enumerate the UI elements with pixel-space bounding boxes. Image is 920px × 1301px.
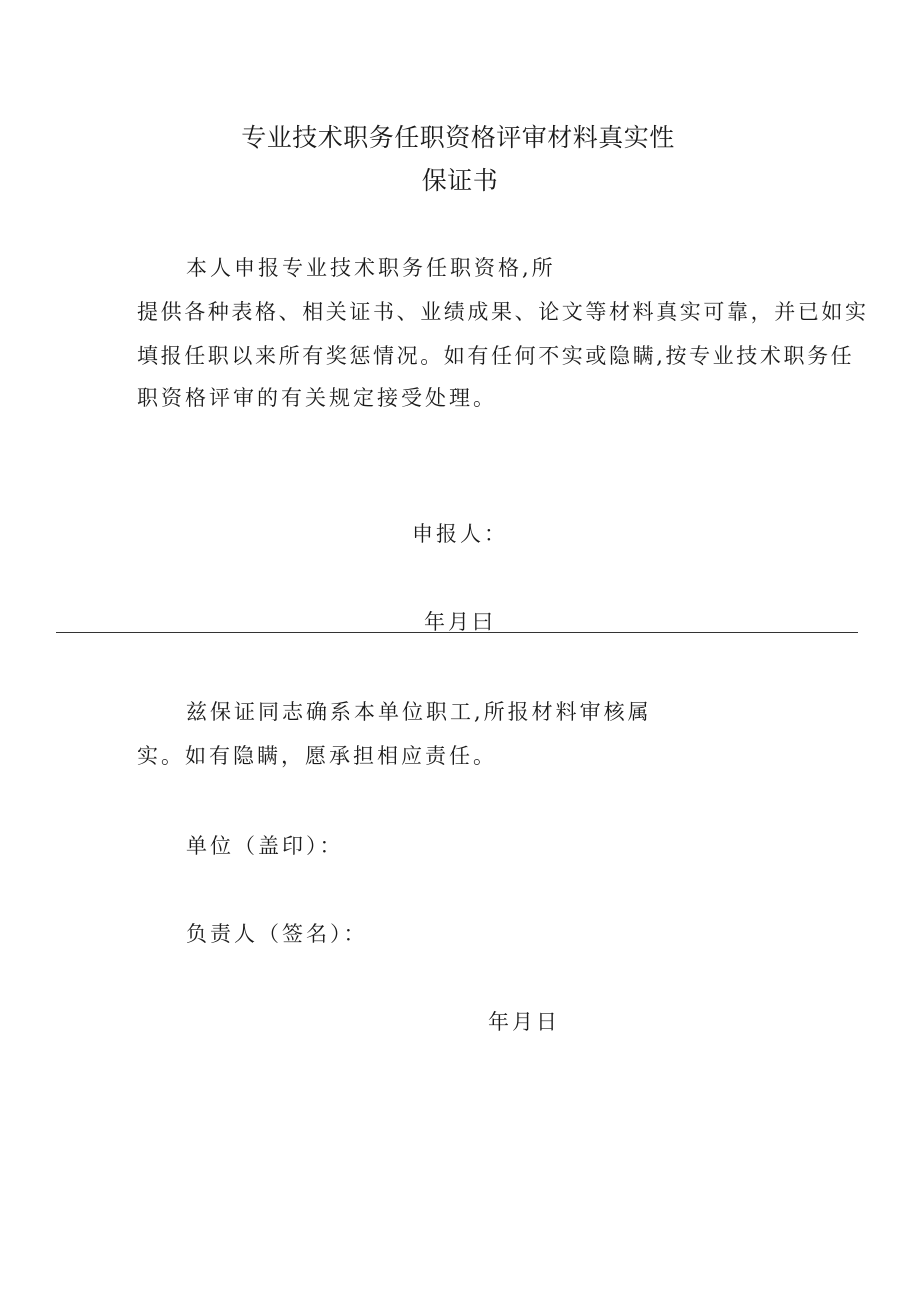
unit-date-label: 年月日 <box>488 1010 560 1034</box>
unit-statement-line-2: 实。如有隐瞒，愿承担相应责任。 <box>137 744 497 768</box>
applicant-date-label: 年月曰 <box>424 610 496 634</box>
declaration-line-4: 职资格评审的有关规定接受处理。 <box>137 386 497 410</box>
applicant-label: 申报人： <box>412 522 508 546</box>
unit-statement-line-1: 兹保证同志确系本单位职工,所报材料审核属 <box>186 700 652 724</box>
declaration-line-1: 本人申报专业技术职务任职资格,所 <box>186 256 556 280</box>
declaration-line-3: 填报任职以来所有奖惩情况。如有任何不实或隐瞒,按专业技术职务任 <box>137 344 855 368</box>
declaration-line-2: 提供各种表格、相关证书、业绩成果、论文等材料真实可靠，并已如实 <box>137 300 869 324</box>
unit-signer-label: 负责人（签名）： <box>186 922 368 946</box>
unit-seal-label: 单位（盖印）： <box>186 834 344 858</box>
document-title-line-2: 保证书 <box>421 166 499 195</box>
section-divider <box>56 632 858 633</box>
document-title-line-1: 专业技术职务任职资格评审材料真实性 <box>241 123 675 152</box>
